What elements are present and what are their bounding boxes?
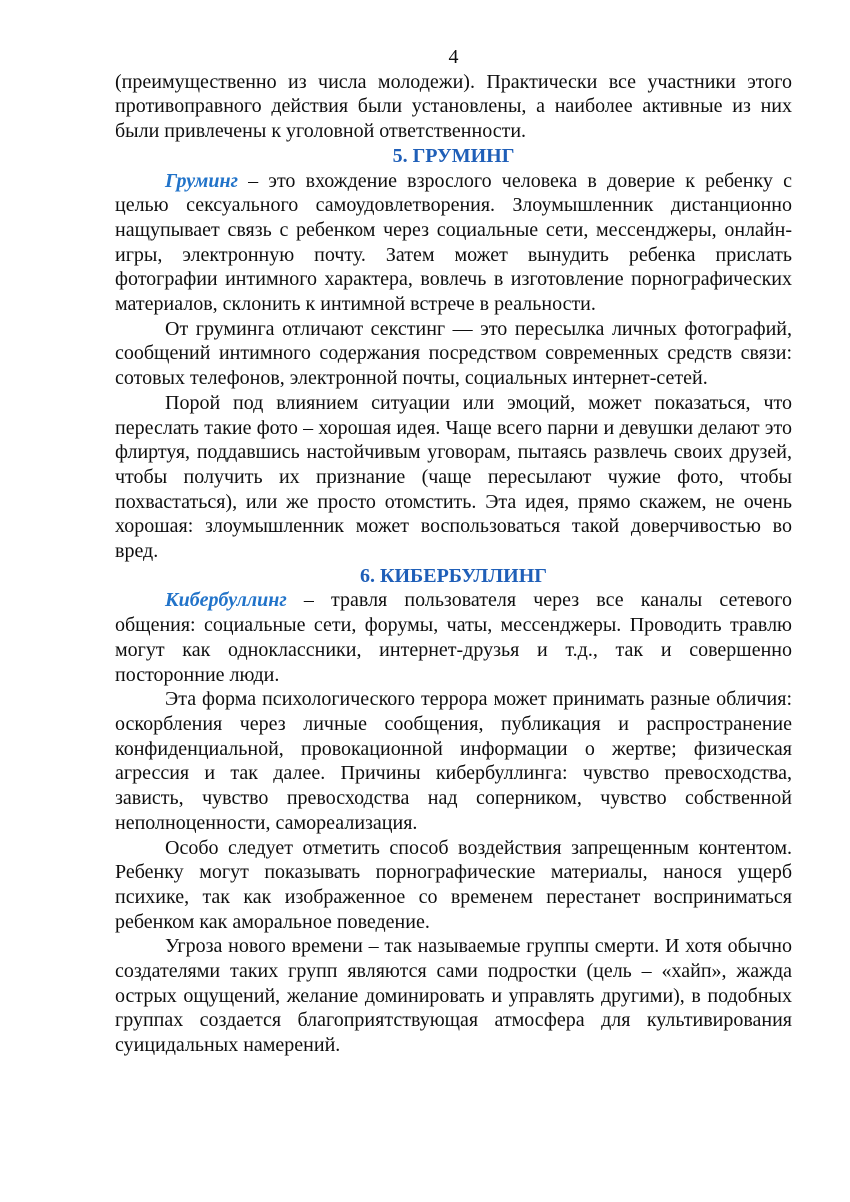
paragraph-psychological-terror: Эта форма психологического террора может принимать разные обличия: оскорбления через личные сообщения, публикация и распространение конфиденциальной, провокационной информации о жертве; физическая агрессия и так далее. Причины кибербуллинга: чувство превосходства, зависть, чувство превосходства над соперником, чувство собственной неполноценности, самореализация.	[115, 688, 792, 834]
page-number: 4	[448, 46, 459, 68]
paragraph-offenders-continuation: (преимущественно из числа молодежи). Практически все участники этого противоправного действия были установлены, а наиболее активные из них были привлечены к уголовной ответственности.	[115, 70, 792, 143]
paragraph-cyberbullying-definition-text: – травля пользователя через все каналы сетевого общения: социальные сети, форумы, чаты, мессенджеры. Проводить травлю могут как одноклассники, интернет-друзья и т.д., так и совершенно посторонние люди.	[115, 589, 792, 686]
paragraph-grooming-definition-text: – это вхождение взрослого человека в доверие к ребенку с целью сексуального самоудовлетворения. Злоумышленник дистанционно нащупывает связь с ребенком через социальные сети, мессенджеры, онлайн-игры, электронную почту. Затем может вынудить ребенка прислать фотографии интимного характера, вовлечь в изготовление порнографических материалов, склонить к интимной встрече в реальности.	[115, 169, 792, 316]
paragraph-forbidden-content: Особо следует отметить способ воздействия запрещенным контентом. Ребенку могут показывать порнографические материалы, нанося ущерб психике, так как изображенное со временем перестанет восприниматься ребенком как аморальное поведение.	[115, 836, 792, 933]
paragraph-photo-sharing-risks: Порой под влиянием ситуации или эмоций, может показаться, что переслать такие фото – хорошая идея. Чаще всего парни и девушки делают это флиртуя, поддавшись настойчивым уговорам, пытаясь развлечь своих друзей, чтобы получить их признание (чаще пересылают чужие фото, чтобы похвастаться), или же просто отомстить. Эта идея, прямо скажем, не очень хорошая: злоумышленник может воспользоваться такой доверчивостью во вред.	[115, 391, 792, 563]
section-heading-grooming: 5. ГРУМИНГ	[392, 144, 515, 167]
term-grooming: Груминг	[165, 169, 238, 192]
term-cyberbullying: Кибербуллинг	[165, 589, 287, 612]
paragraph-cyberbullying-definition	[115, 588, 792, 687]
paragraph-grooming-definition	[115, 169, 792, 317]
paragraph-death-groups: Угроза нового времени – так называемые группы смерти. И хотя обычно создателями таких групп являются сами подростки (цель – «хайп», жажда острых ощущений, желание доминировать и управлять другими), в подобных группах создается благоприятствующая атмосфера для культивирования суицидальных намерений.	[115, 935, 792, 1057]
section-heading-cyberbullying: 6. КИБЕРБУЛЛИНГ	[359, 564, 548, 587]
paragraph-sexting: От груминга отличают секстинг — это пересылка личных фотографий, сообщений интимного содержания посредством современных средств связи: сотовых телефонов, электронной почты, социальных интернет-сетей.	[115, 317, 792, 390]
